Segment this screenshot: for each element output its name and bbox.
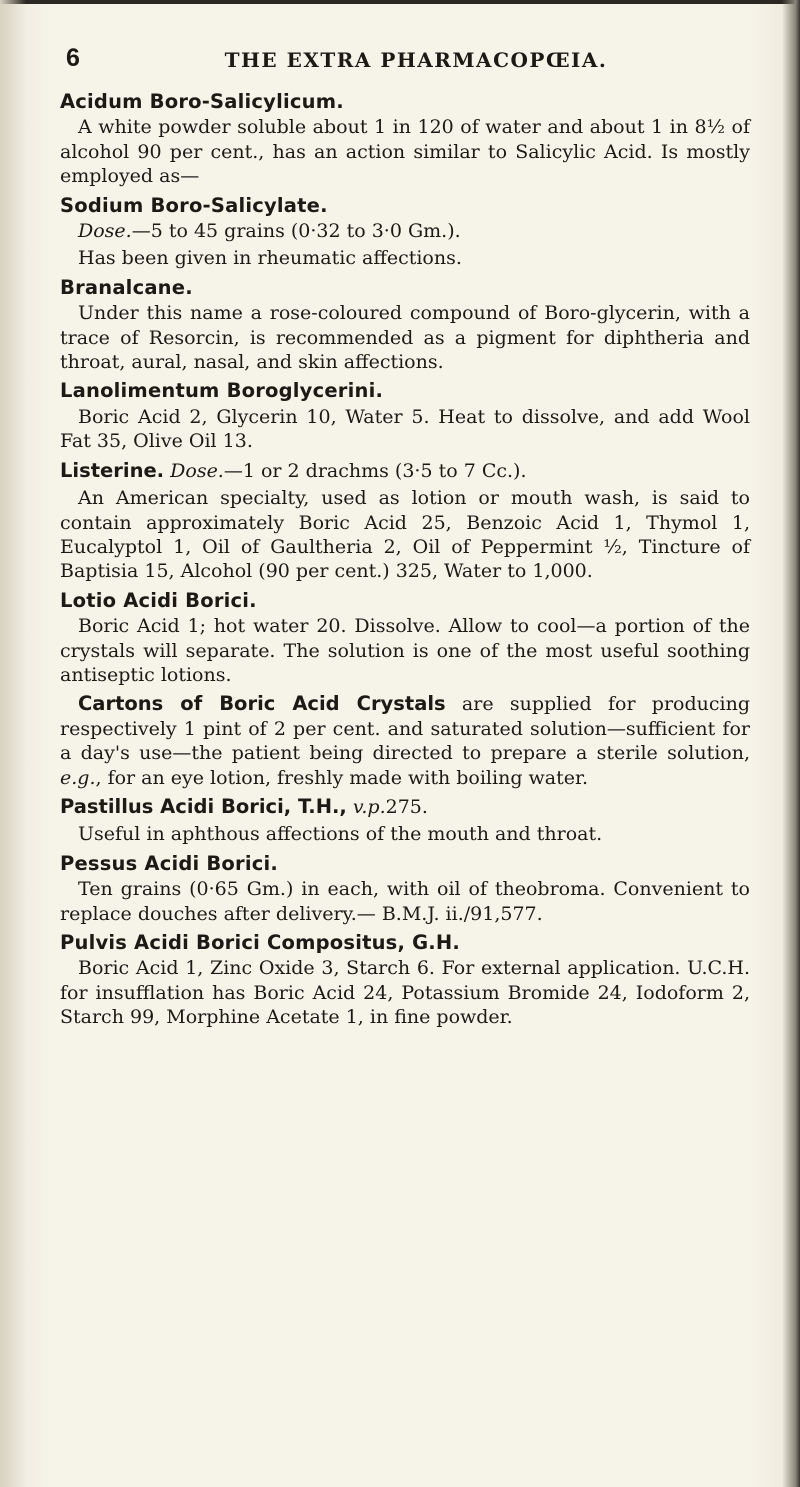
entry-branalcane <box>60 276 750 375</box>
entry-text: An American specialty, used as lotion or mouth wash, is said to contain approximately Boric Acid 25, Benzoic Acid 1, Thymol 1, Eucalyptol 1, Oil of Gaultheria 2, Oil of Peppermint ½, Tincture of Baptisia 15, Alcohol (90 per cent.) 325, Water to 1,000. <box>60 487 750 583</box>
entry-text: Boric Acid 1; hot water 20. Dissolve. Allow to cool—a portion of the crystals will separate. The solution is one of the most useful soothing antiseptic lotions. <box>60 615 750 686</box>
entry-title: Pulvis Acidi Borici Compositus, G.H. <box>60 931 461 954</box>
entry-title: Lotio Acidi Borici. <box>60 588 257 612</box>
entry-lanolimentum-boroglycerini <box>60 379 750 453</box>
running-title: THE EXTRA PHARMACOPŒIA. <box>224 48 608 72</box>
entry-text <box>60 692 750 790</box>
entry-acidum-boro-salicylicum <box>60 90 750 189</box>
entry-title: Listerine. <box>60 458 165 482</box>
entry-title: Lanolimentum Boroglycerini. <box>60 379 384 403</box>
entry-title: Pessus Acidi Borici. <box>60 851 278 875</box>
entry-title: Branalcane. <box>60 275 193 299</box>
eg-abbrev: e.g. <box>60 766 96 789</box>
dose-text: —1 or 2 drachms (3·5 to 7 Cc.). <box>223 459 527 482</box>
top-rule <box>0 0 800 4</box>
dose-label: Dose. <box>170 459 224 482</box>
entry-cartons-boric-acid <box>60 692 750 790</box>
page-header <box>66 44 766 84</box>
ref-label: v.p. <box>352 795 386 818</box>
page-right-edge <box>782 0 800 1487</box>
entry-text: Ten grains (0·65 Gm.) in each, with oil of theobroma. Convenient to replace douches after delivery.— B.M.J. ii./91,577. <box>60 878 750 925</box>
entry-title: Acidum Boro-Salicylicum. <box>60 90 344 113</box>
entry-pastillus-acidi-borici <box>60 795 750 847</box>
entry-title: Cartons of Boric Acid Crystals <box>78 692 446 716</box>
entry-text-a: are supplied for producing respectively 1 pint of 2 per cent. and saturated solution—sufficient for a day's use—the patient being directed to prepare a sterile solution, <box>60 693 750 765</box>
entry-pulvis-acidi-borici <box>60 931 750 1030</box>
entry-text: Boric Acid 1, Zinc Oxide 3, Starch 6. For external application. U.C.H. for insufflation has Boric Acid 24, Potassium Bromide 24, Iodoform 2, Starch 99, Morphine Acetate 1, in fine powder. <box>60 957 750 1029</box>
entry-title: Pastillus Acidi Borici, T.H., <box>60 794 347 818</box>
entry-lotio-acidi-borici <box>60 589 750 688</box>
entry-heading-line <box>60 795 750 819</box>
entry-text: A white powder soluble about 1 in 120 of water and about 1 in 8½ of alcohol 90 per cent., has an action similar to Salicylic Acid. Is mostly employed as— <box>60 116 750 188</box>
entry-text-b: , for an eye lotion, freshly made with boiling water. <box>95 766 589 789</box>
page-left-edge <box>0 0 26 1487</box>
entry-heading-line <box>60 459 750 483</box>
entry-text: Has been given in rheumatic affections. <box>78 247 462 270</box>
dose-label: Dose. <box>78 220 132 243</box>
dose-line <box>60 219 750 243</box>
entry-sodium-boro-salicylate <box>60 194 750 271</box>
ref-number: 275. <box>385 795 428 818</box>
dose-text: —5 to 45 grains (0·32 to 3·0 Gm.). <box>131 220 461 243</box>
entry-listerine <box>60 459 750 584</box>
page-content <box>60 90 750 1035</box>
entry-text: Boric Acid 2, Glycerin 10, Water 5. Heat to dissolve, and add Wool Fat 35, Olive Oil 13. <box>60 405 750 453</box>
entry-text: Under this name a rose-coloured compound of Boro-glycerin, with a trace of Resorcin, is recommended as a pigment for diphtheria and throat, aural, nasal, and skin affections. <box>60 302 750 374</box>
entry-pessus-acidi-borici <box>60 852 750 926</box>
entry-text: Useful in aphthous affections of the mouth and throat. <box>78 823 603 846</box>
page-number: 6 <box>66 44 80 72</box>
entry-title: Sodium Boro-Salicylate. <box>60 193 328 217</box>
